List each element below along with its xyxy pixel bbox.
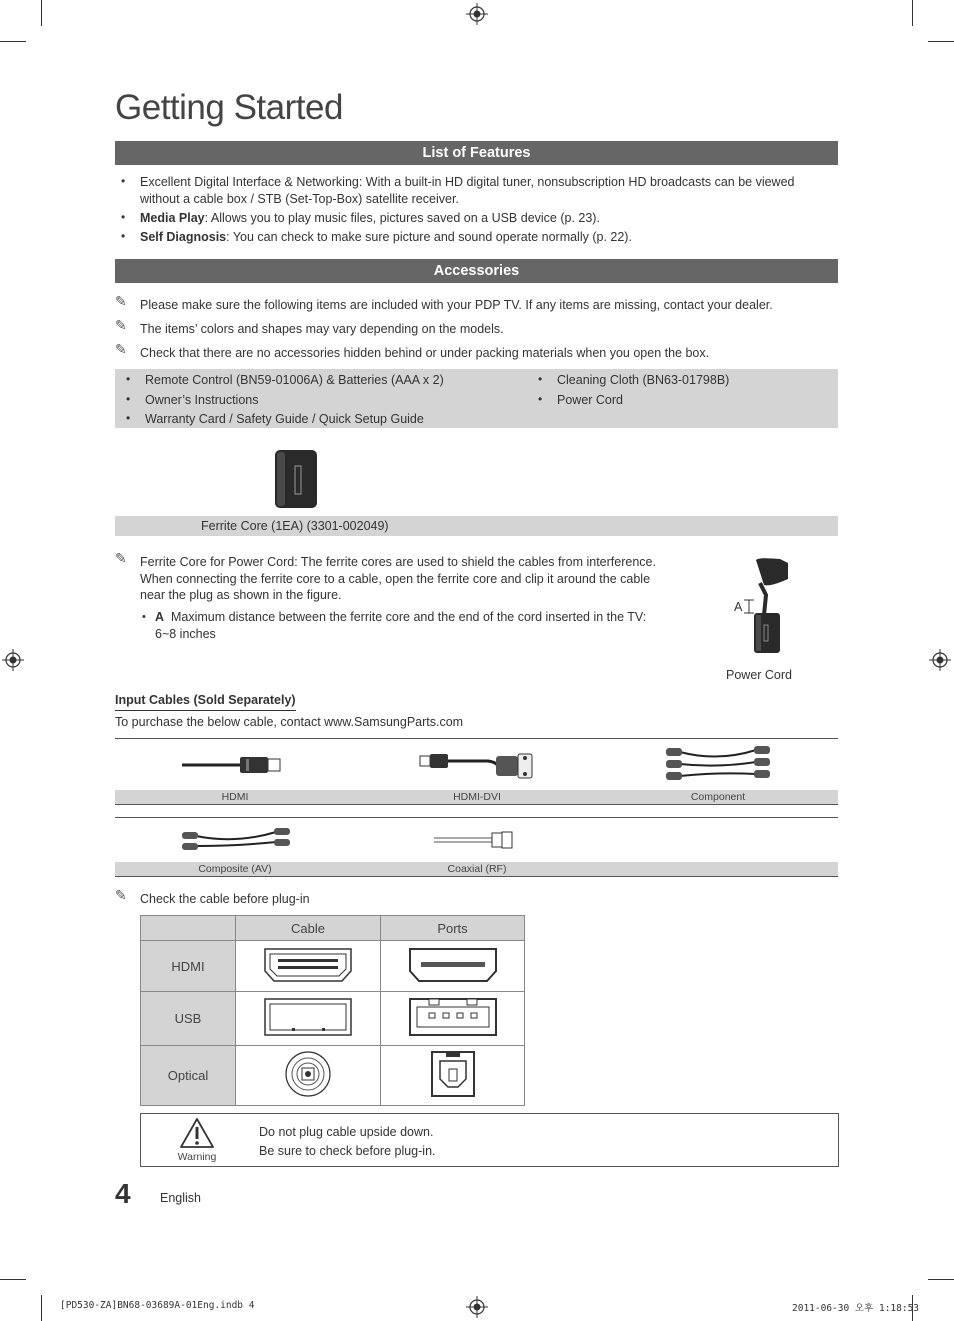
feature-item: Self Diagnosis: You can check to make sure picture and sound operate normally (p. 22). — [140, 230, 632, 244]
usb-plug-icon — [262, 995, 354, 1039]
row-label-hdmi: HDMI — [141, 941, 236, 992]
hdmi-port-cell — [381, 941, 525, 992]
crop-mark — [41, 0, 42, 26]
cable-caption: Coaxial (RF) — [447, 863, 507, 875]
page-number: 4 — [115, 1178, 131, 1209]
features-header: List of Features — [115, 141, 838, 165]
crop-mark — [0, 1279, 26, 1280]
optical-plug-icon — [283, 1049, 333, 1099]
registration-mark-icon — [2, 649, 24, 671]
pencil-note-icon: ✎ — [115, 293, 127, 309]
row-label-usb: USB — [141, 992, 236, 1046]
pencil-note-icon: ✎ — [115, 341, 127, 357]
crop-mark — [912, 0, 913, 26]
accessory-note: Please make sure the following items are included with your PDP TV. If any items are missing, contact your dealer. — [140, 298, 773, 312]
accessory-item: Power Cord — [557, 393, 623, 407]
bullet: • — [121, 229, 126, 243]
warning-triangle-icon — [179, 1117, 215, 1149]
ferrite-note: Ferrite Core for Power Cord: The ferrite cores are used to shield the cables from interference. When connecting the ferrite core to a cable, open the ferrite core and clip it around the cable near the plug as shown in the figure. — [140, 555, 656, 602]
figure-label-a: A — [734, 600, 743, 614]
cable-caption: Component — [690, 791, 746, 803]
warning-box — [140, 1113, 839, 1167]
bullet: • — [121, 210, 126, 224]
usb-port-icon — [407, 995, 499, 1039]
crop-mark — [928, 1279, 954, 1280]
column-header-ports: Ports — [381, 916, 525, 941]
accessories-header: Accessories — [115, 259, 838, 283]
accessory-note: The items’ colors and shapes may vary depending on the models. — [140, 322, 504, 336]
warning-line: Be sure to check before plug-in. — [259, 1144, 436, 1158]
accessory-item: Cleaning Cloth (BN63-01798B) — [557, 373, 730, 387]
hdmi-cable-connector-cell — [236, 941, 381, 992]
check-cable-note: Check the cable before plug-in — [140, 892, 310, 906]
registration-mark-icon — [466, 3, 488, 25]
component-cable-image — [660, 742, 776, 784]
optical-cable-connector-cell — [236, 1046, 381, 1106]
feature-item: Media Play: Allows you to play music files, pictures saved on a USB device (p. 23). — [140, 211, 600, 225]
power-cord-caption: Power Cord — [726, 668, 792, 682]
cable-caption: Composite (AV) — [198, 863, 272, 875]
bullet: • — [126, 411, 131, 425]
ferrite-sub-note: A Maximum distance between the ferrite core and the end of the cord inserted in the TV: 6~8 inches — [155, 610, 647, 641]
page-language: English — [160, 1191, 201, 1205]
divider — [115, 738, 838, 739]
crop-mark — [928, 41, 954, 42]
cable-caption: HDMI — [221, 791, 249, 803]
crop-mark — [41, 1295, 42, 1321]
bullet: • — [121, 174, 126, 188]
usb-port-cell — [381, 992, 525, 1046]
hdmi-cable-image — [180, 752, 285, 778]
accessory-item: Owner’s Instructions — [145, 393, 259, 407]
ferrite-caption: Ferrite Core (1EA) (3301-002049) — [201, 519, 389, 533]
optical-port-cell — [381, 1046, 525, 1106]
bullet: • — [538, 372, 543, 386]
accessory-note: Check that there are no accessories hidden behind or under packing materials when you open the box. — [140, 346, 710, 360]
input-cables-heading: Input Cables (Sold Separately) — [115, 692, 296, 711]
ferrite-core-image — [272, 448, 320, 510]
registration-mark-icon — [929, 649, 951, 671]
crop-mark — [0, 41, 26, 42]
composite-cable-image — [178, 824, 294, 854]
column-header-cable: Cable — [236, 916, 381, 941]
pencil-note-icon: ✎ — [115, 317, 127, 333]
hdmi-plug-icon — [262, 945, 354, 985]
optical-port-icon — [428, 1049, 478, 1099]
pencil-note-icon: ✎ — [115, 887, 127, 903]
sub-bullet: • — [142, 611, 146, 623]
bullet: • — [126, 392, 131, 406]
bullet: • — [126, 372, 131, 386]
accessory-item: Warranty Card / Safety Guide / Quick Setup Guide — [145, 412, 424, 426]
feature-item: Excellent Digital Interface & Networking: With a built-in HD digital tuner, nonsubscription HD broadcasts can be viewed without a cable box / STB (Set-Top-Box) satellite receiver. — [140, 175, 795, 206]
page-title: Getting Started — [115, 88, 343, 127]
registration-mark-icon — [466, 1296, 488, 1318]
coaxial-cable-image — [432, 830, 516, 850]
warning-line: Do not plug cable upside down. — [259, 1125, 434, 1139]
warning-label: Warning — [177, 1151, 217, 1163]
cable-caption: HDMI-DVI — [453, 791, 501, 803]
cable-ports-table — [140, 915, 525, 1106]
footer-file: [PD530-ZA]BN68-03689A-01Eng.indb 4 — [60, 1300, 255, 1311]
accessory-item: Remote Control (BN59-01006A) & Batteries (AAA x 2) — [145, 373, 444, 387]
hdmi-port-icon — [407, 945, 499, 985]
purchase-note: To purchase the below cable, contact www.SamsungParts.com — [115, 715, 464, 729]
footer-timestamp: 2011-06-30 오후 1:18:53 — [792, 1303, 920, 1314]
pencil-note-icon: ✎ — [115, 550, 127, 566]
divider — [115, 817, 838, 818]
row-label-optical: Optical — [141, 1046, 236, 1106]
bullet: • — [538, 392, 543, 406]
usb-cable-connector-cell — [236, 992, 381, 1046]
hdmi-dvi-cable-image — [418, 748, 538, 782]
